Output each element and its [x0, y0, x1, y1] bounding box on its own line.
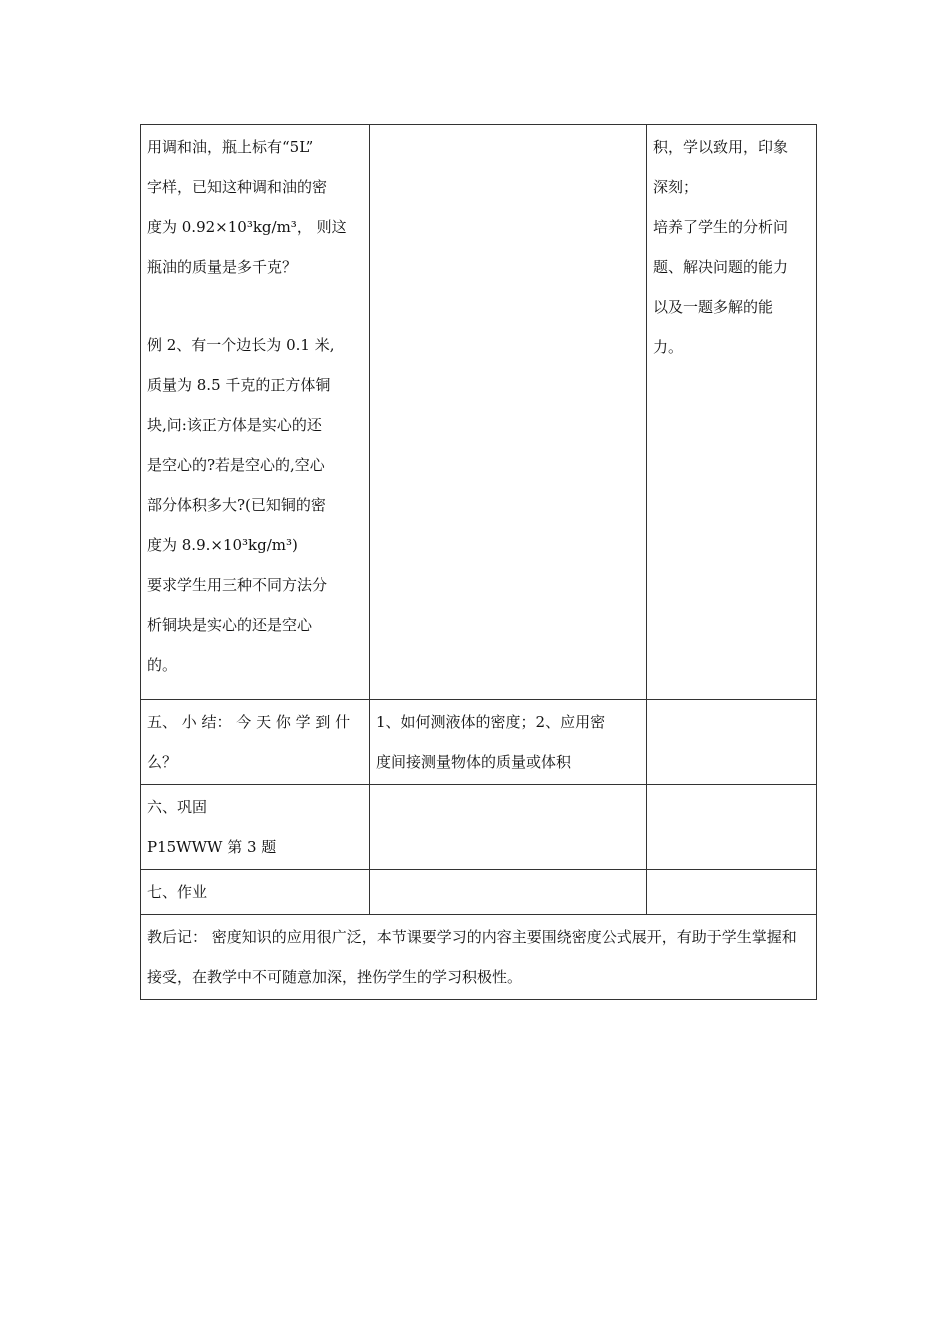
intent-line: 培养了学生的分析问 — [653, 218, 789, 236]
summary-content-line: 度间接测量物体的质量或体积 — [376, 753, 572, 771]
homework-row — [141, 870, 817, 915]
example2-line: 例 2、有一个边长为 0.1 米, — [147, 336, 335, 354]
example1-line: 字样，已知这种调和油的密 — [147, 178, 328, 196]
example1-line: 度为 0.92×10³kg/m³， 则这 — [147, 218, 347, 236]
intent-line: 力。 — [653, 338, 684, 356]
requirement-line: 要求学生用三种不同方法分 — [147, 576, 328, 594]
summary-heading-cell — [141, 700, 370, 785]
summary-content-cell — [370, 700, 647, 785]
homework-intent-cell — [647, 870, 817, 915]
intent-line: 深刻； — [653, 178, 699, 196]
reflection-notes-text: 教后记： 密度知识的应用很广泛，本节课要学习的内容主要围绕密度公式展开，有助于学生掌握和接受，在教学中不可随意加深，挫伤学生的学习积极性。 — [147, 928, 797, 986]
summary-heading-line: 五、 小 结： 今 天 你 学 到 什 — [147, 713, 351, 731]
design-intent-cell — [647, 125, 817, 700]
intent-line: 积，学以致用，印象 — [653, 138, 789, 156]
summary-content-line: 1、如何测液体的密度；2、应用密 — [376, 713, 606, 731]
lesson-plan-table — [140, 124, 817, 1000]
homework-activity-cell — [370, 870, 647, 915]
summary-row — [141, 700, 817, 785]
requirement-line: 的。 — [147, 656, 178, 674]
spacer — [147, 287, 363, 325]
example2-line: 部分体积多大?(已知铜的密 — [147, 496, 326, 514]
consolidate-intent-cell — [647, 785, 817, 870]
homework-heading: 七、作业 — [147, 883, 208, 901]
example2-line: 度为 8.9.×10³kg/m³) — [147, 536, 298, 554]
requirement-line: 析铜块是实心的还是空心 — [147, 616, 313, 634]
intent-line: 以及一题多解的能 — [653, 298, 774, 316]
example2-line: 块,问:该正方体是实心的还 — [147, 416, 322, 434]
consolidate-cell — [141, 785, 370, 870]
example2-line: 质量为 8.5 千克的正方体铜 — [147, 376, 331, 394]
example1-line: 瓶油的质量是多千克？ — [147, 258, 298, 276]
consolidate-row — [141, 785, 817, 870]
student-activity-cell — [370, 125, 647, 700]
examples-cell — [141, 125, 370, 700]
example2-line: 是空心的?若是空心的,空心 — [147, 456, 325, 474]
summary-heading-line: 么？ — [147, 753, 178, 771]
examples-row — [141, 125, 817, 700]
summary-intent-cell — [647, 700, 817, 785]
example1-line: 用调和油，瓶上标有“5L” — [147, 138, 314, 156]
notes-row — [141, 915, 817, 1000]
consolidate-task: P15WWW 第 3 题 — [147, 838, 277, 856]
consolidate-heading: 六、巩固 — [147, 798, 208, 816]
consolidate-activity-cell — [370, 785, 647, 870]
intent-line: 题、解决问题的能力 — [653, 258, 789, 276]
reflection-notes-cell — [141, 915, 817, 1000]
homework-cell — [141, 870, 370, 915]
